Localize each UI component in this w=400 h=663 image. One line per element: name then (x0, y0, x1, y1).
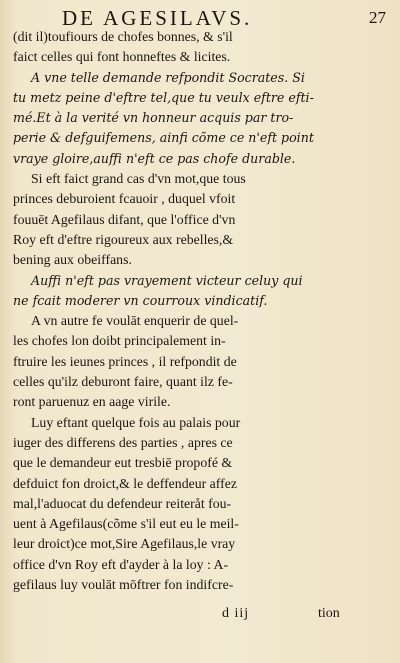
text-line: mé.Et à la verité vn honneur acquis par tro- (13, 110, 294, 126)
text-line: defduict fon droict,& le deffendeur affez (13, 475, 237, 491)
text-line: Si eft faict grand cas d'vn mot,que tous (31, 171, 246, 187)
text-line: ront paruenuz en aage virile. (13, 394, 171, 410)
text-line: A vne telle demande refpondit Socrates. Si (31, 69, 305, 85)
text-line: Roy eft d'eftre rigoureux aux rebelles,& (13, 231, 234, 247)
text-line: Luy eftant quelque fois au palais pour (31, 414, 241, 430)
text-line: princes deburoient fcauoir , duquel vfoit (13, 191, 236, 207)
page-footer (0, 606, 400, 628)
text-line: tu metz peine d'eftre tel,que tu veulx eftre efti- (13, 89, 314, 105)
text-line: iuger des differens des parties , apres ce (13, 434, 233, 450)
signature-mark: d iij (222, 606, 250, 621)
text-line: faict celles qui font honneftes & licites. (13, 49, 231, 65)
text-line: bening aux obeiffans. (13, 252, 132, 268)
text-line: ftruire les ieunes princes , il refpondit de (13, 353, 237, 369)
text-line: (dit il)toufiours de chofes bonnes, & s'il (13, 29, 233, 44)
body-text (13, 27, 393, 595)
page-number: 27 (369, 8, 386, 27)
text-line: leur droict)ce mot,Sire Agefilaus,le vray (13, 536, 236, 552)
text-line: office d'vn Roy eft d'ayder à la loy : A- (13, 556, 229, 572)
text-line: celles qu'ilz deburont faire, quant ilz fe- (13, 374, 233, 390)
text-line: Auffi n'eft pas vrayement victeur celuy qui (31, 272, 303, 288)
page-header (0, 6, 400, 28)
text-line: ne fcait moderer vn courroux vindicatif. (13, 292, 268, 308)
running-title: DE AGESILAVS. (62, 6, 253, 30)
text-line: uent à Agefilaus(cõme s'il eut eu le meil- (13, 516, 239, 532)
text-line: mal,l'aduocat du defendeur reiteråt fou- (13, 495, 232, 511)
text-line: les chofes lon doibt principalement in- (13, 333, 226, 349)
text-line: fouuēt Agefilaus difant, que l'office d'vn (13, 211, 236, 227)
text-line: A vn autre fe voulāt enquerir de quel- (31, 313, 239, 329)
text-line: gefilaus luy voulāt mōftrer fon indifcre- (13, 577, 234, 593)
text-line: que le demandeur eut tresbiē propofé & (13, 455, 233, 471)
catchword: tion (318, 606, 340, 621)
text-line: perie & defguifemens, ainfi cõme ce n'eft point (13, 130, 314, 146)
text-line: vraye gloire,auffi n'eft ce pas chofe durable. (13, 150, 296, 166)
